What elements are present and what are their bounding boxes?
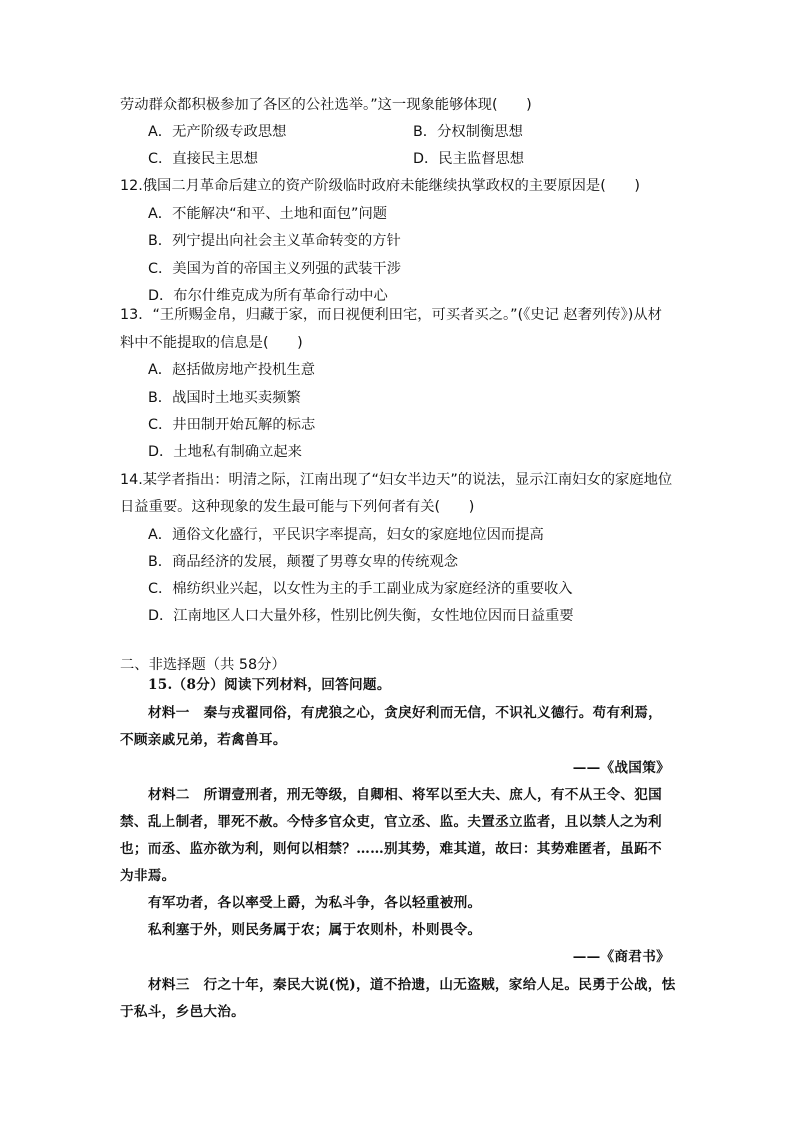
q14-option-b: B．商品经济的发展，颠覆了男尊女卑的传统观念 [148,554,459,570]
q15-stem: 15.（8分）阅读下列材料，回答问题。 [148,677,391,693]
q12-option-c: C．美国为首的帝国主义列强的武装干涉 [148,261,402,277]
q14-stem-line1: 14.某学者指出：明清之际，江南出现了“妇女半边天”的说法，显示江南妇女的家庭地位 [120,472,673,488]
q13-stem-line2: 料中不能提取的信息是( ) [120,335,303,351]
q13-option-c: C．井田制开始瓦解的标志 [148,417,316,433]
material2-line6: 私利塞于外，则民务属于农；属于农则朴，朴则畏令。 [148,922,482,938]
q13-option-a: A．赵括做房地产投机生意 [148,362,316,378]
q11-option-c: C．直接民主思想 [148,151,259,167]
q14-option-a: A．通俗文化盛行，平民识字率提高，妇女的家庭地位因而提高 [148,527,544,543]
q12-option-d: D．布尔什维克成为所有革命行动中心 [148,288,388,304]
q12-option-b: B．列宁提出向社会主义革命转变的方针 [148,233,401,249]
material2-source: ——《商君书》 [572,949,670,965]
q13-option-b: B．战国时土地买卖频繁 [148,390,301,406]
material1-source: ——《战国策》 [572,760,670,776]
q14-stem-line2: 日益重要。这种现象的发生最可能与下列何者有关( ) [120,499,475,515]
material2-line1: 材料二 所谓壹刑者，刑无等级，自卿相、将军以至大夫、庶人，有不从王令、犯国 [148,787,663,803]
material2-line4: 为非焉。 [120,868,176,884]
material3-line1: 材料三 行之十年，秦民大说(悦)，道不拾遗，山无盗贼，家给人足。民勇于公战，怯 [148,977,676,993]
q14-option-c: C．棉纺织业兴起，以女性为主的手工副业成为家庭经济的重要收入 [148,581,573,597]
q11-option-a: A．无产阶级专政思想 [148,124,287,140]
q13-stem-line1: 13．“王所赐金帛，归藏于家，而日视便利田宅，可买者买之。”(《史记 赵奢列传》)从材 [120,307,662,323]
material2-line3: 也；而丞、监亦欲为利，则何以相禁？……别其势，难其道，故曰：其势难匿者，虽跖不 [120,841,662,857]
q11-stem-end: 劳动群众都积极参加了各区的公社选举。”这一现象能够体现( ) [120,97,532,113]
q12-option-a: A．不能解决“和平、土地和面包”问题 [148,206,388,222]
section2-heading: 二、非选择题（共 58分） [120,657,286,673]
q14-option-d: D．江南地区人口大量外移，性别比例失衡，女性地位因而日益重要 [148,608,574,624]
q12-stem: 12.俄国二月革命后建立的资产阶级临时政府未能继续执掌政权的主要原因是( ) [120,178,640,194]
q11-option-d: D．民主监督思想 [413,151,525,167]
material1-line1: 材料一 秦与戎翟同俗，有虎狼之心，贪戾好利而无信，不识礼义德行。苟有利焉， [148,705,663,721]
material1-line2: 不顾亲戚兄弟，若禽兽耳。 [120,732,287,748]
q13-option-d: D．土地私有制确立起来 [148,444,302,460]
material2-line2: 禁、乱上制者，罪死不赦。今恃多官众吏，官立丞、监。夫置丞立监者，且以禁人之为利 [120,814,662,830]
q11-option-b: B．分权制衡思想 [413,124,523,140]
material3-line2: 于私斗，乡邑大治。 [120,1004,246,1020]
material2-line5: 有军功者，各以率受上爵，为私斗争，各以轻重被刑。 [148,895,482,911]
